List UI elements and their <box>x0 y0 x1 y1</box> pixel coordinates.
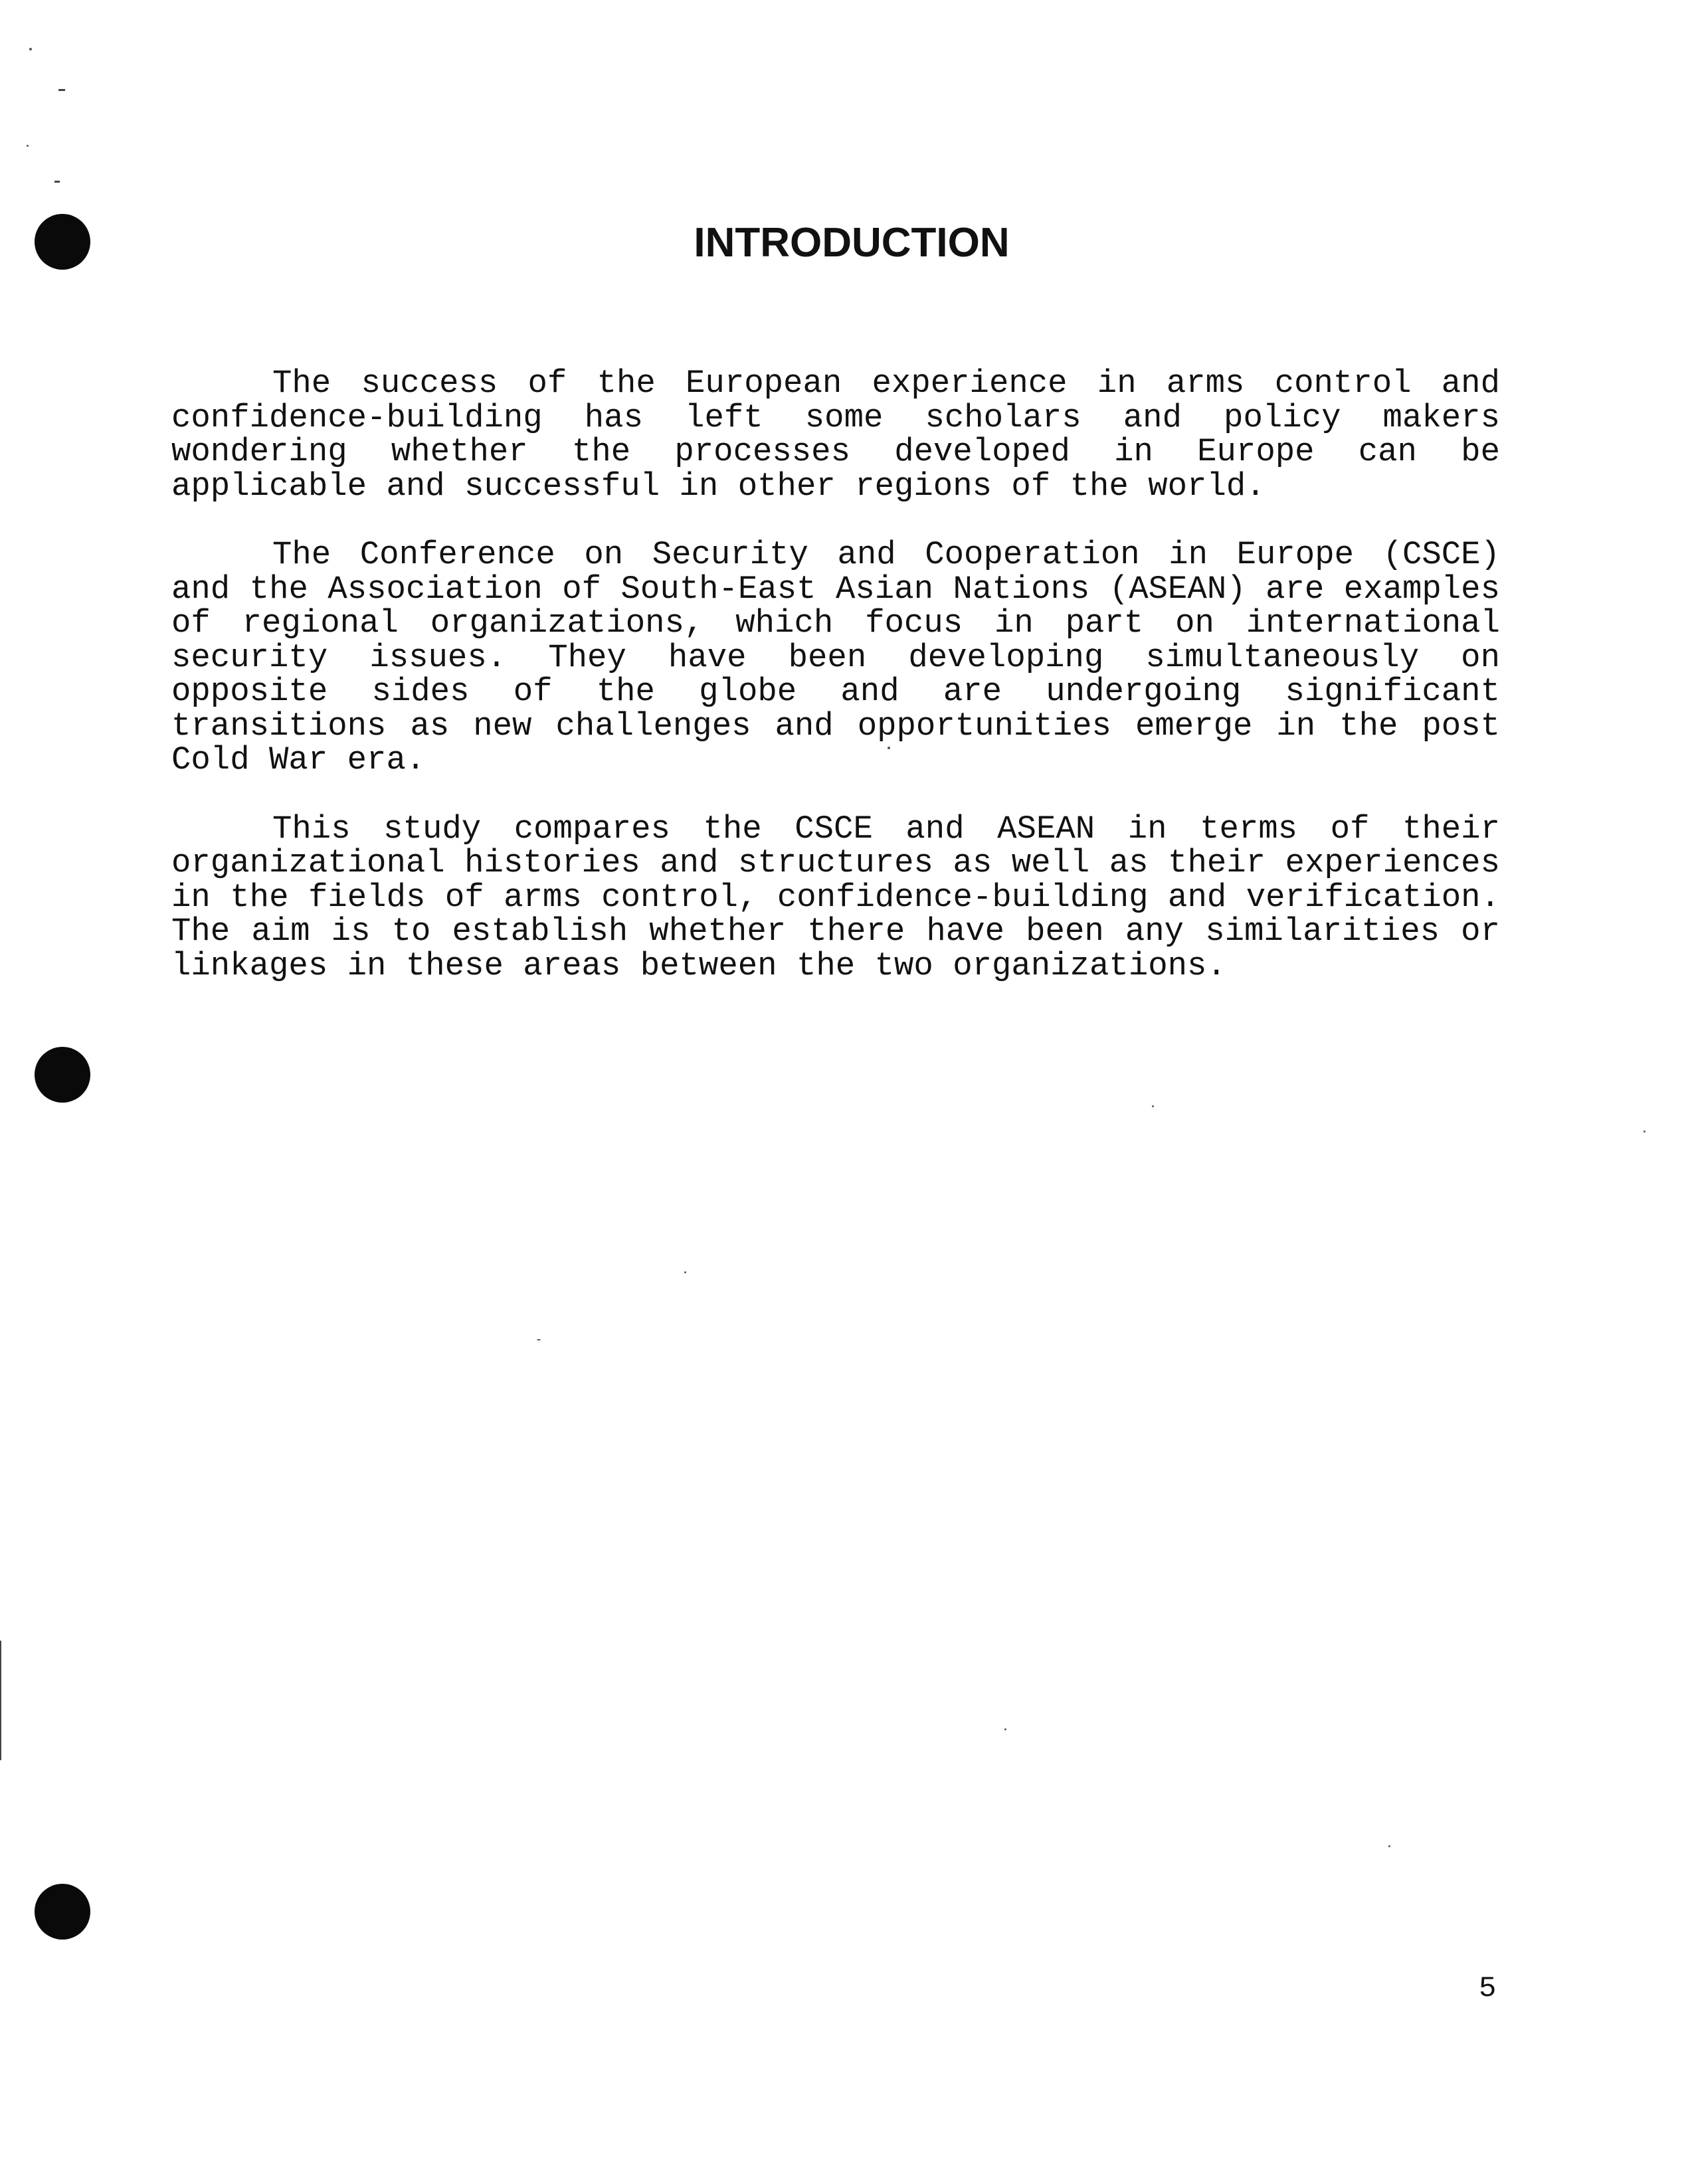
scan-speck <box>27 145 29 147</box>
scan-speck <box>537 1339 541 1340</box>
page-title: INTRODUCTION <box>694 220 1010 266</box>
body-text <box>171 367 1500 1018</box>
paragraph: The success of the European experience in arms control and confidence-building has left some scholars and policy makers wondering whether the processes developed in Europe can be applicable and successful in other regions of the world. <box>171 365 1500 505</box>
paragraph: This study compares the CSCE and ASEAN in terms of their organizational histories and structures as well as their experiences in the fields of arms control, confidence-building and verification. The aim is to establish whether there have been any similarities or linkages in these areas between the two organizations. <box>171 810 1500 984</box>
scan-mark <box>54 181 60 183</box>
scan-speck <box>29 48 32 50</box>
scan-speck <box>1152 1105 1154 1107</box>
scan-speck <box>684 1271 686 1273</box>
page-number: 5 <box>1479 1972 1497 2005</box>
scan-speck <box>1004 1728 1006 1730</box>
scan-speck <box>1388 1845 1390 1847</box>
scan-speck <box>1643 1131 1645 1133</box>
scan-mark <box>58 89 65 91</box>
scan-edge-line <box>0 1641 1 1760</box>
punch-hole <box>35 1047 90 1103</box>
punch-hole <box>35 1884 90 1940</box>
paragraph: The Conference on Security and Cooperation in Europe (CSCE) and the Association of South-East Asian Nations (ASEAN) are examples of regional organizations, which focus in part on international security issues. They have been developing simultaneously on opposite sides of the globe and are undergoing significant transitions as new challenges and opportunities emerge in the post Cold War era. <box>171 536 1500 778</box>
